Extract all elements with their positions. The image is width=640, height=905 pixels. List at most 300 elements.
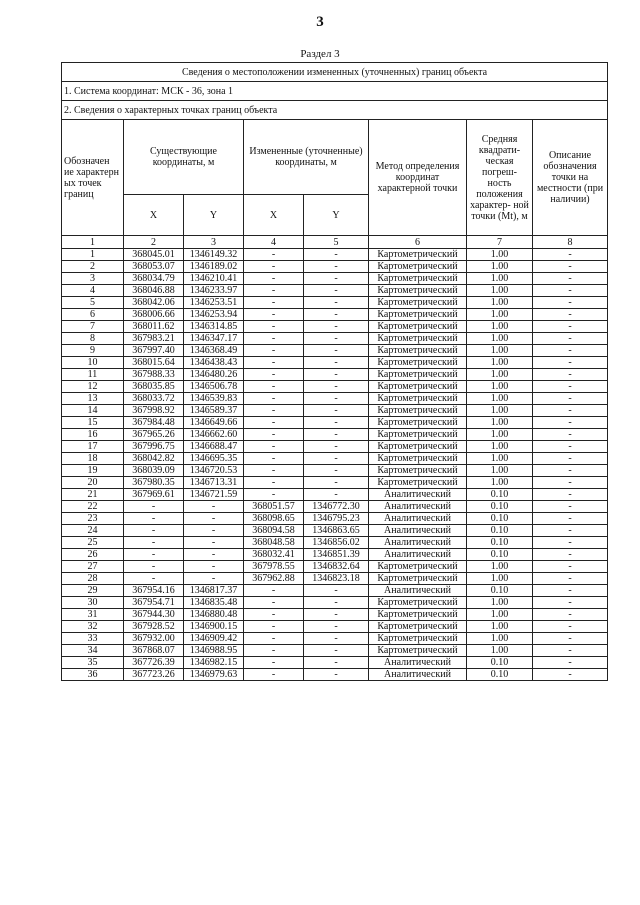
cell-changed-x: - [244,405,304,417]
table-row [62,369,608,381]
header-accuracy: Средняя квадрати- ческая погреш- ность положения характер- ной точки (Mt), м [467,120,533,236]
cell-accuracy: 1.00 [467,273,533,285]
header-y-changed: Y [304,195,369,236]
cell-accuracy: 1.00 [467,417,533,429]
table-row [62,513,608,525]
cell-changed-y: - [304,465,369,477]
cell-existing-y: 1346253.51 [184,297,244,309]
cell-accuracy: 0.10 [467,489,533,501]
cell-changed-x: - [244,249,304,261]
page-number: 3 [316,14,324,30]
cell-method: Картометрический [369,417,467,429]
cell-existing-y: 1346480.26 [184,369,244,381]
cell-description: - [533,357,608,369]
cell-existing-y: 1346835.48 [184,597,244,609]
cell-description: - [533,537,608,549]
cell-point-number: 4 [62,285,124,297]
cell-changed-x: - [244,633,304,645]
cell-existing-y: - [184,573,244,585]
cell-accuracy: 1.00 [467,249,533,261]
cell-method: Картометрический [369,357,467,369]
cell-description: - [533,489,608,501]
cell-changed-y: - [304,381,369,393]
cell-existing-x: 367983.21 [124,333,184,345]
cell-method: Картометрический [369,249,467,261]
header-y-existing: Y [184,195,244,236]
cell-changed-y: - [304,597,369,609]
cell-existing-x: 368053.07 [124,261,184,273]
cell-existing-y: 1346900.15 [184,621,244,633]
cell-point-number: 14 [62,405,124,417]
cell-changed-x: - [244,657,304,669]
cell-accuracy: 1.00 [467,261,533,273]
table-body [62,63,608,681]
cell-point-number: 5 [62,297,124,309]
cell-changed-x: - [244,261,304,273]
cell-changed-y: 1346832.64 [304,561,369,573]
table-row [62,393,608,405]
cell-changed-x: - [244,297,304,309]
cell-existing-y: 1346233.97 [184,285,244,297]
table-row [62,597,608,609]
table-row [62,501,608,513]
cell-existing-x: 368034.79 [124,273,184,285]
cell-existing-y: 1346253.94 [184,309,244,321]
cell-description: - [533,669,608,681]
table-row [62,285,608,297]
cell-description: - [533,609,608,621]
cell-changed-x: - [244,585,304,597]
table-row [62,657,608,669]
cell-description: - [533,585,608,597]
cell-existing-y: 1346817.37 [184,585,244,597]
cell-changed-y: - [304,345,369,357]
cell-accuracy: 1.00 [467,453,533,465]
cell-accuracy: 1.00 [467,309,533,321]
table-row [62,537,608,549]
table-row [62,417,608,429]
cell-point-number: 2 [62,261,124,273]
cell-existing-x: 368011.62 [124,321,184,333]
cell-existing-y: - [184,513,244,525]
cell-method: Картометрический [369,309,467,321]
cell-point-number: 28 [62,573,124,585]
table-row [62,249,608,261]
cell-existing-y: 1346649.66 [184,417,244,429]
cell-existing-y: 1346721.59 [184,489,244,501]
cell-accuracy: 1.00 [467,429,533,441]
cell-changed-x: - [244,333,304,345]
cell-description: - [533,285,608,297]
header-description: Описание обозначения точки на местности (при наличии) [533,120,608,236]
table-row [62,489,608,501]
cell-changed-x: - [244,381,304,393]
cell-point-number: 34 [62,645,124,657]
cell-changed-y: - [304,321,369,333]
cell-changed-x: 368048.58 [244,537,304,549]
cell-existing-y: 1346347.17 [184,333,244,345]
table-row [62,381,608,393]
cell-method: Аналитический [369,549,467,561]
cell-description: - [533,465,608,477]
cell-method: Картометрический [369,429,467,441]
cell-point-number: 7 [62,321,124,333]
cell-accuracy: 1.00 [467,597,533,609]
cell-changed-x: - [244,621,304,633]
cell-changed-y: 1346772.30 [304,501,369,513]
cell-changed-y: - [304,369,369,381]
cell-description: - [533,369,608,381]
cell-existing-x: 368045.01 [124,249,184,261]
cell-changed-x: - [244,441,304,453]
cell-accuracy: 0.10 [467,657,533,669]
table-row [62,309,608,321]
cell-accuracy: 1.00 [467,561,533,573]
column-number: 8 [533,236,608,249]
table-row [62,333,608,345]
cell-existing-x: 367965.26 [124,429,184,441]
cell-changed-x: - [244,609,304,621]
cell-point-number: 21 [62,489,124,501]
cell-method: Картометрический [369,393,467,405]
cell-changed-y: - [304,333,369,345]
cell-accuracy: 0.10 [467,525,533,537]
cell-method: Картометрический [369,345,467,357]
cell-point-number: 16 [62,429,124,441]
cell-method: Картометрический [369,609,467,621]
table-row [62,669,608,681]
cell-point-number: 22 [62,501,124,513]
cell-accuracy: 1.00 [467,609,533,621]
cell-changed-x: 368032.41 [244,549,304,561]
cell-description: - [533,249,608,261]
cell-changed-y: - [304,621,369,633]
column-number-row [62,236,608,249]
cell-changed-y: - [304,489,369,501]
boundary-points-table [61,62,608,681]
cell-accuracy: 0.10 [467,513,533,525]
cell-existing-x: 367954.71 [124,597,184,609]
cell-existing-y: 1346314.85 [184,321,244,333]
cell-changed-y: - [304,477,369,489]
cell-point-number: 24 [62,525,124,537]
cell-changed-y: 1346823.18 [304,573,369,585]
cell-description: - [533,417,608,429]
cell-method: Картометрический [369,573,467,585]
cell-point-number: 26 [62,549,124,561]
cell-method: Картометрический [369,273,467,285]
header-x-existing: X [124,195,184,236]
column-number: 7 [467,236,533,249]
cell-existing-y: 1346909.42 [184,633,244,645]
cell-existing-y: 1346695.35 [184,453,244,465]
cell-changed-x: - [244,465,304,477]
cell-point-number: 35 [62,657,124,669]
cell-description: - [533,273,608,285]
cell-changed-x: 368098.65 [244,513,304,525]
cell-point-number: 9 [62,345,124,357]
cell-method: Картометрический [369,405,467,417]
cell-existing-x: 367723.26 [124,669,184,681]
cell-changed-y: - [304,441,369,453]
cell-method: Аналитический [369,513,467,525]
header-method: Метод определения координат характерной точки [369,120,467,236]
cell-changed-x: - [244,597,304,609]
points-heading: 2. Сведения о характерных точках границ объекта [62,101,608,120]
cell-changed-x: - [244,345,304,357]
cell-description: - [533,561,608,573]
cell-description: - [533,345,608,357]
cell-method: Аналитический [369,585,467,597]
cell-accuracy: 1.00 [467,381,533,393]
cell-existing-y: - [184,525,244,537]
cell-description: - [533,381,608,393]
table-row [62,261,608,273]
cell-changed-y: - [304,609,369,621]
cell-description: - [533,309,608,321]
cell-method: Картометрический [369,633,467,645]
cell-existing-x: 368042.06 [124,297,184,309]
table-title-row [62,63,608,82]
cell-method: Аналитический [369,489,467,501]
cell-existing-y: 1346149.32 [184,249,244,261]
cell-existing-x: 368039.09 [124,465,184,477]
cell-point-number: 17 [62,441,124,453]
cell-changed-x: 368051.57 [244,501,304,513]
column-number: 5 [304,236,369,249]
cell-description: - [533,321,608,333]
header-existing-coords: Существующие координаты, м [124,120,244,195]
cell-point-number: 8 [62,333,124,345]
cell-accuracy: 1.00 [467,345,533,357]
cell-existing-x: 368035.85 [124,381,184,393]
cell-method: Картометрический [369,297,467,309]
cell-accuracy: 1.00 [467,621,533,633]
cell-existing-x: 368033.72 [124,393,184,405]
cell-changed-y: 1346851.39 [304,549,369,561]
cell-accuracy: 1.00 [467,297,533,309]
cell-method: Аналитический [369,537,467,549]
cell-accuracy: 1.00 [467,369,533,381]
cell-changed-x: - [244,417,304,429]
cell-description: - [533,597,608,609]
cell-changed-y: - [304,393,369,405]
cell-description: - [533,477,608,489]
cell-accuracy: 1.00 [467,333,533,345]
cell-description: - [533,621,608,633]
cell-point-number: 33 [62,633,124,645]
cell-changed-x: - [244,309,304,321]
cell-description: - [533,333,608,345]
cell-existing-y: 1346368.49 [184,345,244,357]
cell-description: - [533,453,608,465]
cell-accuracy: 0.10 [467,549,533,561]
cell-method: Аналитический [369,501,467,513]
cell-existing-x: 367944.30 [124,609,184,621]
cell-description: - [533,393,608,405]
cell-changed-x: - [244,321,304,333]
cell-point-number: 29 [62,585,124,597]
header-row-top [62,120,608,195]
cell-accuracy: 1.00 [467,633,533,645]
cell-existing-y: - [184,549,244,561]
cell-existing-x: 368015.64 [124,357,184,369]
cell-changed-y: - [304,261,369,273]
cell-method: Картометрический [369,645,467,657]
cell-accuracy: 1.00 [467,321,533,333]
cell-accuracy: 0.10 [467,669,533,681]
cell-existing-x: - [124,501,184,513]
cell-existing-x: 367996.75 [124,441,184,453]
cell-point-number: 18 [62,453,124,465]
cell-existing-y: 1346713.31 [184,477,244,489]
cell-description: - [533,441,608,453]
table-row [62,405,608,417]
cell-accuracy: 1.00 [467,393,533,405]
cell-method: Картометрический [369,441,467,453]
cell-description: - [533,513,608,525]
cell-changed-y: - [304,405,369,417]
cell-existing-y: 1346539.83 [184,393,244,405]
cell-method: Аналитический [369,525,467,537]
cell-changed-y: - [304,633,369,645]
cell-existing-y: - [184,501,244,513]
column-number: 2 [124,236,184,249]
column-number: 6 [369,236,467,249]
table-row [62,621,608,633]
cell-point-number: 20 [62,477,124,489]
cell-accuracy: 1.00 [467,285,533,297]
cell-existing-x: 367980.35 [124,477,184,489]
cell-method: Аналитический [369,669,467,681]
coordinate-system-row [62,82,608,101]
cell-description: - [533,525,608,537]
cell-method: Картометрический [369,261,467,273]
table-row [62,549,608,561]
cell-method: Картометрический [369,465,467,477]
cell-existing-x: - [124,561,184,573]
table-row [62,561,608,573]
table-row [62,441,608,453]
cell-method: Картометрический [369,333,467,345]
cell-existing-x: - [124,573,184,585]
cell-changed-x: - [244,645,304,657]
cell-accuracy: 0.10 [467,501,533,513]
cell-point-number: 31 [62,609,124,621]
cell-changed-y: - [304,645,369,657]
cell-existing-x: - [124,537,184,549]
cell-changed-y: - [304,429,369,441]
table-row [62,273,608,285]
table-row [62,297,608,309]
section-label: Раздел 3 [300,48,340,60]
cell-accuracy: 0.10 [467,585,533,597]
table-row [62,645,608,657]
cell-changed-y: - [304,417,369,429]
cell-accuracy: 0.10 [467,537,533,549]
cell-method: Картометрический [369,621,467,633]
table-row [62,609,608,621]
table-row [62,357,608,369]
cell-existing-x: 367954.16 [124,585,184,597]
cell-changed-x: - [244,393,304,405]
cell-existing-x: 368042.82 [124,453,184,465]
cell-method: Картометрический [369,561,467,573]
cell-point-number: 15 [62,417,124,429]
cell-existing-y: - [184,537,244,549]
cell-point-number: 13 [62,393,124,405]
cell-description: - [533,573,608,585]
cell-existing-x: - [124,525,184,537]
cell-existing-y: 1346982.15 [184,657,244,669]
cell-changed-x: - [244,273,304,285]
column-number: 3 [184,236,244,249]
cell-point-number: 36 [62,669,124,681]
cell-changed-x: - [244,429,304,441]
cell-point-number: 1 [62,249,124,261]
cell-description: - [533,645,608,657]
cell-existing-x: 367726.39 [124,657,184,669]
cell-description: - [533,633,608,645]
cell-description: - [533,549,608,561]
header-designation: Обозначен ие характерн ых точек границ [62,120,124,236]
header-changed-coords: Измененные (уточненные) координаты, м [244,120,369,195]
cell-changed-y: - [304,297,369,309]
cell-existing-x: 367997.40 [124,345,184,357]
cell-changed-y: - [304,357,369,369]
points-heading-row [62,101,608,120]
cell-description: - [533,501,608,513]
table-row [62,585,608,597]
cell-existing-y: 1346506.78 [184,381,244,393]
cell-description: - [533,261,608,273]
table-row [62,453,608,465]
cell-method: Аналитический [369,657,467,669]
table-title: Сведения о местоположении измененных (уточненных) границ объекта [62,63,608,82]
cell-changed-y: 1346863.65 [304,525,369,537]
cell-method: Картометрический [369,321,467,333]
cell-existing-y: 1346589.37 [184,405,244,417]
cell-changed-y: 1346856.02 [304,537,369,549]
column-number: 4 [244,236,304,249]
cell-changed-x: - [244,669,304,681]
cell-changed-x: - [244,489,304,501]
cell-method: Картометрический [369,369,467,381]
cell-changed-y: - [304,249,369,261]
cell-accuracy: 1.00 [467,441,533,453]
cell-description: - [533,405,608,417]
cell-method: Картометрический [369,285,467,297]
column-number: 1 [62,236,124,249]
cell-existing-x: 367988.33 [124,369,184,381]
cell-point-number: 25 [62,537,124,549]
cell-accuracy: 1.00 [467,405,533,417]
cell-existing-x: 367932.00 [124,633,184,645]
cell-existing-y: 1346438.43 [184,357,244,369]
cell-point-number: 10 [62,357,124,369]
cell-method: Картометрический [369,597,467,609]
cell-changed-y: - [304,285,369,297]
table-row [62,429,608,441]
cell-changed-x: - [244,357,304,369]
cell-existing-y: 1346988.95 [184,645,244,657]
cell-accuracy: 1.00 [467,645,533,657]
cell-point-number: 27 [62,561,124,573]
cell-method: Картометрический [369,477,467,489]
cell-method: Картометрический [369,381,467,393]
cell-description: - [533,657,608,669]
cell-existing-x: - [124,513,184,525]
